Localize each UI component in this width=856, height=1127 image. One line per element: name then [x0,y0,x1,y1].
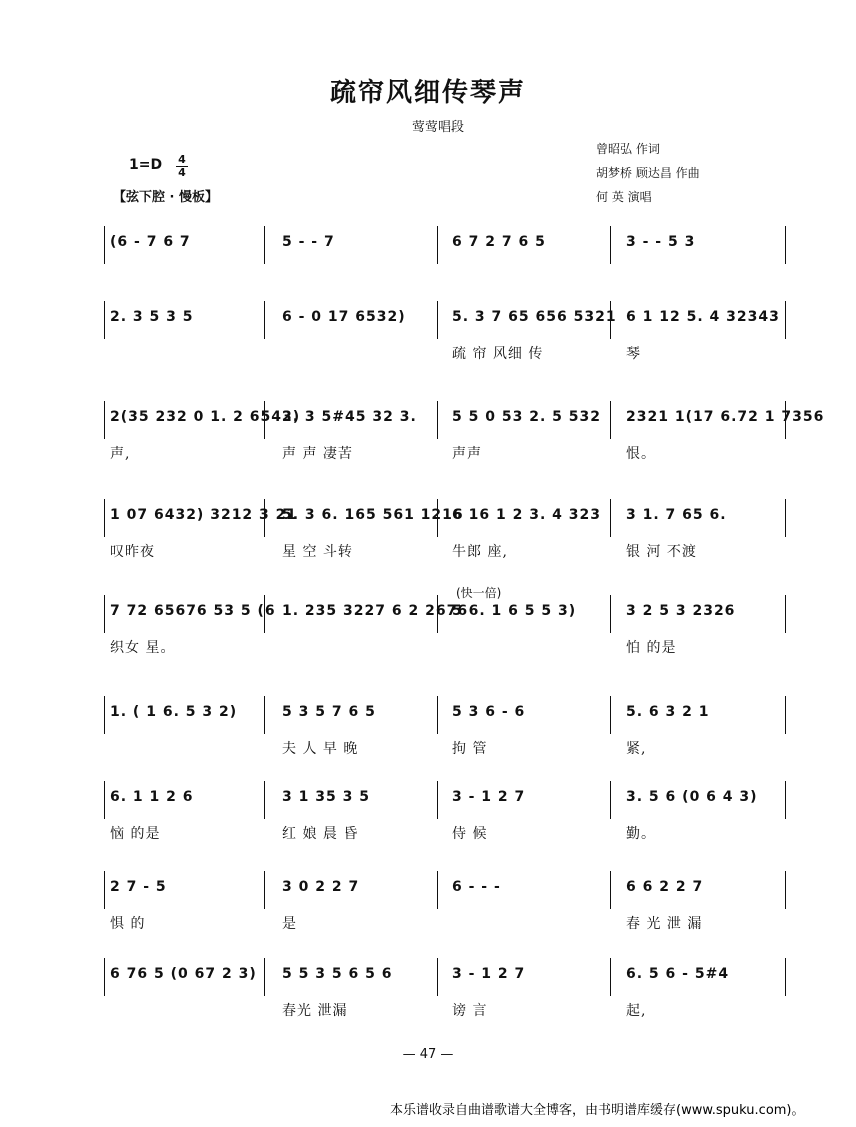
singer-credit: 何 英 演唱 [596,190,652,204]
measure-lyrics: 怕 的是 [626,640,677,656]
barline [104,871,105,909]
tempo-marking: 【弦下腔 · 慢板】 [113,190,218,205]
measure-lyrics: 是 [282,916,297,932]
measure-lyrics: 勤。 [626,826,656,842]
barline [785,301,786,339]
measure-lyrics: 声声 [452,446,482,462]
measure-notes: 3 - 1 2 7 [452,966,526,982]
barline [104,781,105,819]
measure-lyrics: 叹昨夜 [110,544,155,560]
barline [610,871,611,909]
measure-notes: 5. 3 6. 165 561 1216 [282,507,464,523]
measure-lyrics: 夫 人 早 晚 [282,741,359,757]
lyricist-credit: 曾昭弘 作词 [596,142,660,156]
barline [104,401,105,439]
barline [610,781,611,819]
measure-notes: 2321 1(17 6.72 1 7356 [626,409,825,425]
barline [264,781,265,819]
barline [264,958,265,996]
score-subtitle: 莺莺唱段 [412,120,465,135]
measure-notes: 6. 1 1 2 6 [110,789,194,805]
barline [104,499,105,537]
barline [264,226,265,264]
measure-notes: 5 3 5 7 6 5 [282,704,376,720]
measure-lyrics: 紧, [626,741,647,757]
barline [785,226,786,264]
measure-lyrics: 银 河 不渡 [626,544,697,560]
measure-lyrics: 牛郎 座, [452,544,508,560]
measure-notes: 2 7 - 5 [110,879,167,895]
barline [610,226,611,264]
time-signature-top: 4 [178,153,186,166]
page-number: — 47 — [402,1047,454,1062]
barline [437,401,438,439]
barline [610,401,611,439]
measure-notes: 3 1. 7 65 6. [626,507,727,523]
barline [785,958,786,996]
barline [610,696,611,734]
time-signature [175,154,189,179]
measure-notes: 6 - - - [452,879,501,895]
measure-lyrics: 疏 帘 风细 传 [452,346,544,362]
measure-lyrics: 声, [110,446,131,462]
measure-notes: 1. ( 1 6. 5 3 2) [110,704,238,720]
measure-notes: 6 6 2 2 7 [626,879,704,895]
measure-notes: 6 76 5 (0 67 2 3) [110,966,257,982]
barline [104,958,105,996]
barline [264,871,265,909]
barline [104,696,105,734]
measure-notes: 3 0 2 2 7 [282,879,360,895]
measure-notes: 3. 5 6 (0 6 4 3) [626,789,758,805]
measure-lyrics: 侍 候 [452,826,488,842]
key-signature: 1=D [129,157,163,173]
barline [437,301,438,339]
measure-notes: 3 - - 5 3 [626,234,696,250]
barline [104,301,105,339]
score-title: 疏帘风细传琴声 [329,78,526,108]
measure-lyrics: 春光 泄漏 [282,1003,348,1019]
measure-lyrics: 春 光 泄 漏 [626,916,703,932]
barline [610,958,611,996]
time-signature-bottom: 4 [178,166,186,179]
measure-notes: 5 5 0 53 2. 5 532 [452,409,601,425]
measure-notes: 5 5 3 5 6 5 6 [282,966,393,982]
measure-lyrics: 起, [626,1003,647,1019]
measure-lyrics: 星 空 斗转 [282,544,353,560]
measure-notes: 5 - - 7 [282,234,335,250]
source-footer: 本乐谱收录自曲谱歌谱大全博客，由书明谱库缓存(www.spuku.com)。 [390,1103,805,1118]
measure-notes: 1 07 6432) 3212 3 21 [110,507,298,523]
measure-lyrics: 恨。 [626,446,656,462]
barline [437,958,438,996]
measure-lyrics: 恼 的是 [110,826,161,842]
barline [785,499,786,537]
measure-notes: 3 2 5 3 2326 [626,603,736,619]
measure-notes: 2. 3 5#45 32 3. [282,409,417,425]
measure-notes: 3 1 35 3 5 [282,789,370,805]
barline [785,871,786,909]
measure-lyrics: 琴 [626,346,641,362]
barline [610,499,611,537]
measure-lyrics: 声 声 凄苦 [282,446,353,462]
barline [264,301,265,339]
barline [264,696,265,734]
measure-notes: 2(35 232 0 1. 2 6543) [110,409,301,425]
measure-notes: (6 - 7 6 7 [110,234,191,250]
measure-notes: 5 3 6 - 6 [452,704,526,720]
measure-notes: 3 - 1 2 7 [452,789,526,805]
barline [437,781,438,819]
measure-notes: 1. 235 3227 6 2 2676 [282,603,469,619]
barline [785,595,786,633]
measure-notes: 6. 5 6 - 5#4 [626,966,730,982]
measure-notes: 6 16 1 2 3. 4 323 [452,507,601,523]
measure-notes: 5 6. 1 6 5 5 3) [452,603,577,619]
barline [437,226,438,264]
measure-notes: 5. 3 7 65 656 5321 [452,309,617,325]
barline [437,871,438,909]
barline [785,781,786,819]
barline [104,595,105,633]
measure-lyrics: 织女 星。 [110,640,176,656]
barline [437,696,438,734]
tempo-change-marking: (快一倍) [456,586,502,600]
measure-lyrics: 谤 言 [452,1003,488,1019]
barline [104,226,105,264]
measure-notes: 6 7 2 7 6 5 [452,234,546,250]
measure-notes: 7 72 65676 53 5 (6 [110,603,276,619]
measure-notes: 6 1 12 5. 4 32343 [626,309,780,325]
measure-lyrics: 拘 管 [452,741,488,757]
measure-lyrics: 惧 的 [110,916,146,932]
composer-credit: 胡梦桥 顾达昌 作曲 [596,166,700,180]
barline [610,595,611,633]
measure-notes: 6 - 0 17 6532) [282,309,406,325]
measure-notes: 2. 3 5 3 5 [110,309,194,325]
measure-lyrics: 红 娘 晨 昏 [282,826,359,842]
barline [785,696,786,734]
measure-notes: 5. 6 3 2 1 [626,704,710,720]
